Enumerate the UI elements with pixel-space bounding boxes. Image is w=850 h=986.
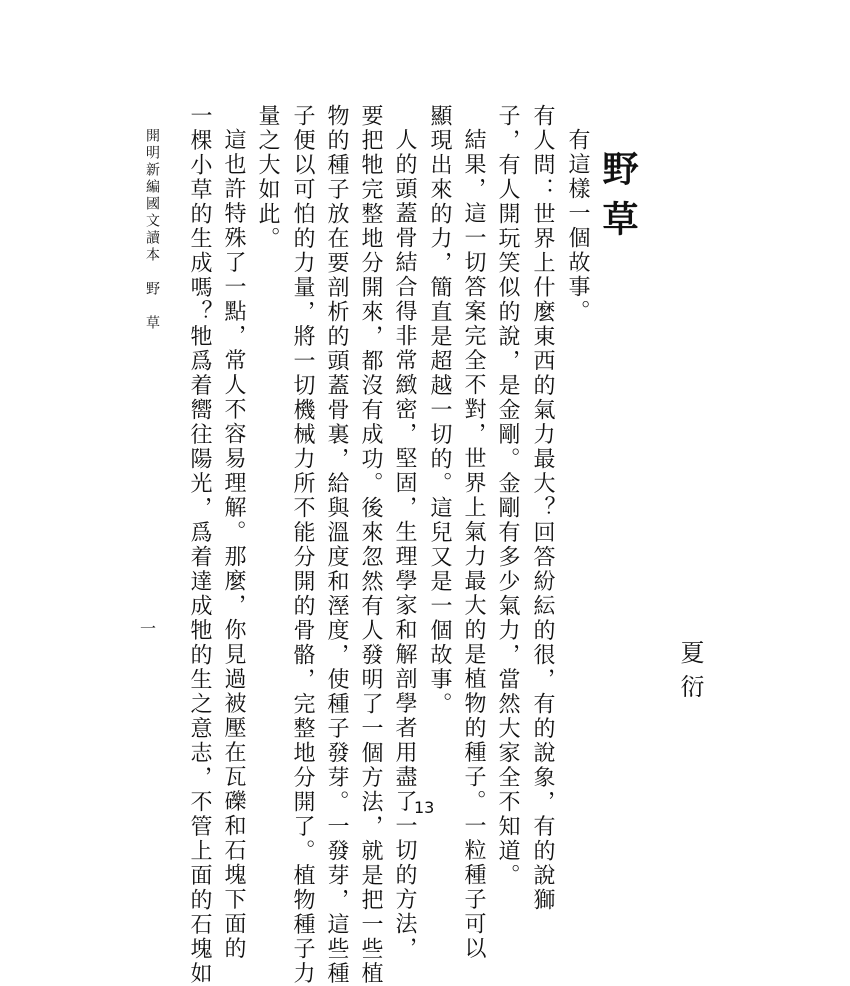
text-column-2: 有人問：世界上什麼東西的氣力最大？回答紛紜的很，有的說象，有的說獅	[530, 104, 555, 913]
page-title: 野草	[597, 150, 639, 250]
author-name: 夏衍	[676, 640, 704, 708]
text-column-5: 顯現出來的力，簡直是超越一切的。這兒又是一個故事。	[427, 104, 452, 717]
running-head: 開明新編國文讀本 野 草	[144, 128, 160, 332]
text-column-10: 量之大如此。	[255, 104, 280, 251]
text-column-12: 一棵小草的生成嗎？牠爲着嚮往陽光，爲着達成牠的生之意志，不管上面的石塊如	[187, 104, 212, 986]
folio-mark: 一	[140, 619, 157, 638]
text-column-4: 結果，這一切答案完全不對，世界上氣力最大的是植物的種子。一粒種子可以	[461, 128, 486, 961]
text-column-7: 要把牠完整地分開來，都沒有成功。後來忽然有人發明了一個方法，就是把一些植	[358, 104, 383, 986]
text-column-6: 人的頭蓋骨結合得非常緻密，堅固，生理學家和解剖學者用盡了一切的方法，	[392, 128, 417, 961]
text-column-1: 有這樣一個故事。	[565, 128, 590, 324]
text-column-8: 物的種子放在要剖析的頭蓋骨裏，給與溫度和溼度，使種子發芽。一發芽，這些種	[324, 104, 349, 986]
text-column-9: 子便以可怕的力量，將一切機械力所不能分開的骨骼，完整地分開了。植物種子力	[290, 104, 315, 986]
text-column-11: 這也許特殊了一點，常人不容易理解。那麼，你見過被壓在瓦礫和石塊下面的	[221, 128, 246, 961]
page-number: 13	[414, 798, 435, 817]
text-column-3: 子，有人開玩笑似的說，是金剛。金剛有多少氣力，當然大家全不知道。	[495, 104, 520, 888]
